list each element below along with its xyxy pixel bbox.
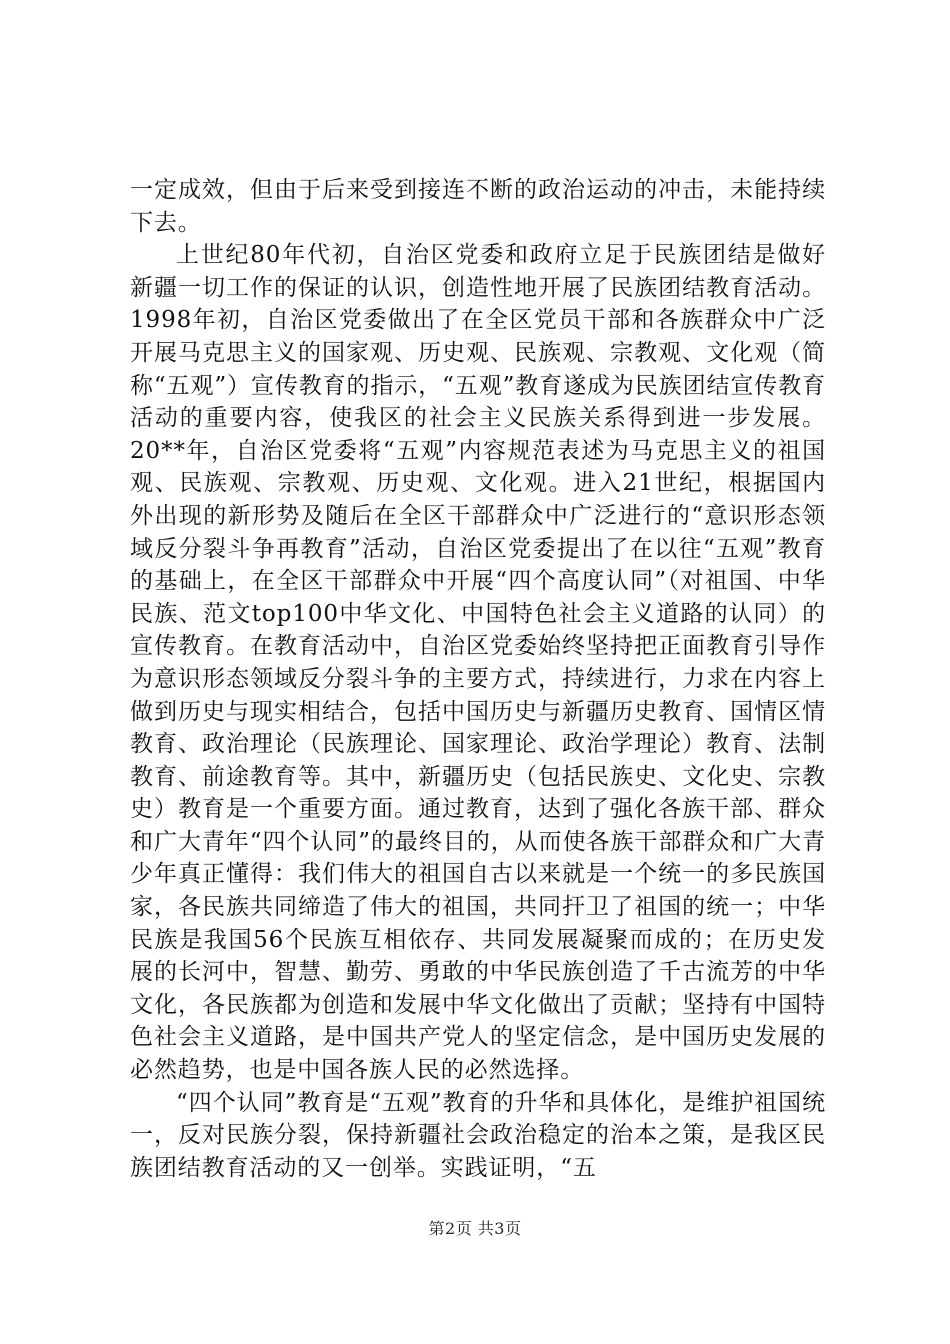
page-footer [0, 1216, 950, 1239]
paragraph-continuation: 一定成效，但由于后来受到接连不断的政治运动的冲击，未能持续下去。 [130, 177, 826, 236]
document-body [130, 174, 826, 1184]
paragraph-four-identities: “四个认同”教育是“五观”教育的升华和具体化，是维护祖国统一，反对民族分裂，保持新疆社会政治稳定的治本之策，是我区民族团结教育活动的又一创举。实践证明，“五 [130, 1089, 826, 1181]
paragraph-education-history: 上世纪80年代初，自治区党委和政府立足于民族团结是做好新疆一切工作的保证的认识，创造性地开展了民族团结教育活动。1998年初，自治区党委做出了在全区党员干部和各族群众中广泛开展马克思主义的国家观、历史观、民族观、宗教观、文化观（简称“五观”）宣传教育的指示，“五观”教育遂成为民族团结宣传教育活动的重要内容，使我区的社会主义民族关系得到进一步发展。20**年，自治区党委将“五观”内容规范表述为马克思主义的祖国观、民族观、宗教观、历史观、文化观。进入21世纪，根据国内外出现的新形势及随后在全区干部群众中广泛进行的“意识形态领域反分裂斗争再教育”活动，自治区党委提出了在以往“五观”教育的基础上，在全区干部群众中开展“四个高度认同”（对祖国、中华民族、范文top100中华文化、中国特色社会主义道路的认同）的宣传教育。在教育活动中，自治区党委始终坚持把正面教育引导作为意识形态领域反分裂斗争的主要方式，持续进行，力求在内容上做到历史与现实相结合，包括中国历史与新疆历史教育、国情区情教育、政治理论（民族理论、国家理论、政治学理论）教育、法制教育、前途教育等。其中，新疆历史（包括民族史、文化史、宗教史）教育是一个重要方面。通过教育，达到了强化各族干部、群众和广大青年“四个认同”的最终目的，从而使各族干部群众和广大青少年真正懂得：我们伟大的祖国自古以来就是一个统一的多民族国家，各民族共同缔造了伟大的祖国，共同扞卫了祖国的统一；中华民族是我国56个民族互相依存、共同发展凝聚而成的；在历史发展的长河中，智慧、勤劳、勇敢的中华民族创造了千古流芳的中华文化，各民族都为创造和发展中华文化做出了贡献；坚持有中国特色社会主义道路，是中国共产党人的坚定信念，是中国历史发展的必然趋势，也是中国各族人民的必然选择。 [130, 242, 826, 1084]
page-number-label: 第2页 共3页 [428, 1219, 522, 1238]
